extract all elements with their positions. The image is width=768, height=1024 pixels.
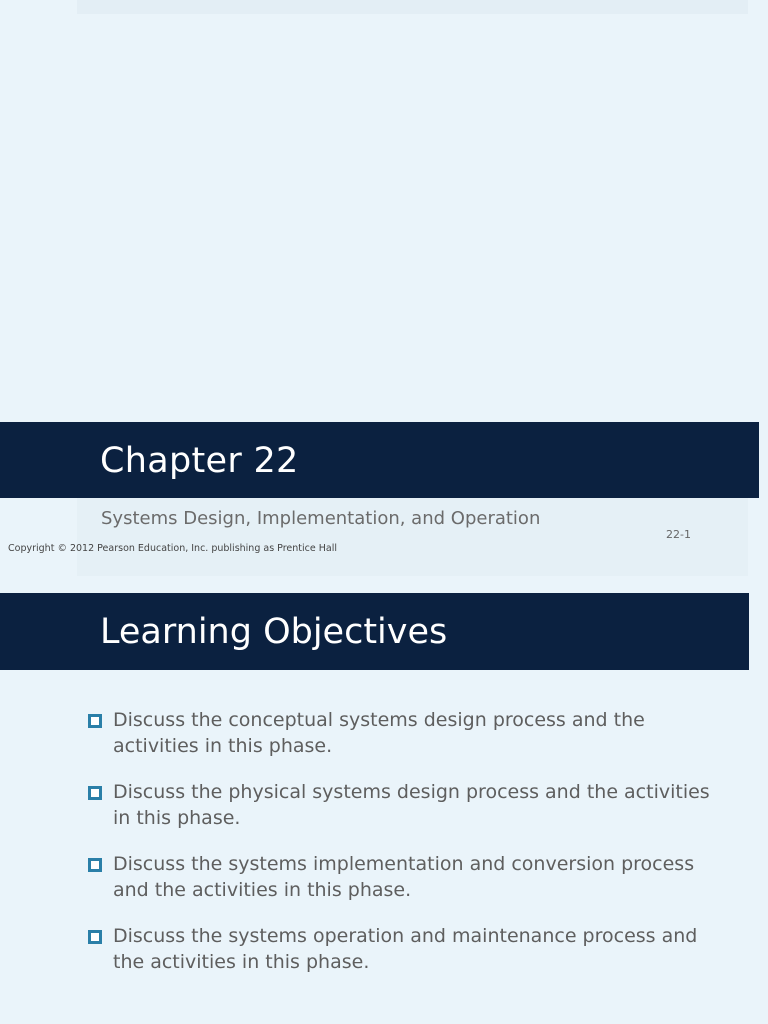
previous-slide-edge	[77, 0, 748, 14]
copyright-notice: Copyright © 2012 Pearson Education, Inc. publishing as Prentice Hall	[8, 543, 337, 554]
square-bullet-icon	[88, 714, 102, 728]
slide-number: 22-1	[666, 528, 691, 541]
objective-item	[86, 851, 716, 903]
objective-text: Discuss the systems implementation and conversion process and the activities in this phase.	[113, 853, 695, 901]
objective-item	[86, 707, 716, 759]
objectives-list	[86, 707, 716, 995]
chapter-title: Chapter 22	[100, 441, 299, 481]
objective-item	[86, 923, 716, 975]
objective-item	[86, 779, 716, 831]
objective-text: Discuss the conceptual systems design process and the activities in this phase.	[113, 709, 645, 757]
square-bullet-icon	[88, 858, 102, 872]
objective-text: Discuss the systems operation and maintenance process and the activities in this phase.	[113, 925, 698, 973]
chapter-subtitle: Systems Design, Implementation, and Operation	[101, 508, 541, 529]
square-bullet-icon	[88, 786, 102, 800]
learning-objectives-title: Learning Objectives	[100, 612, 448, 652]
square-bullet-icon	[88, 930, 102, 944]
objective-text: Discuss the physical systems design process and the activities in this phase.	[113, 781, 710, 829]
